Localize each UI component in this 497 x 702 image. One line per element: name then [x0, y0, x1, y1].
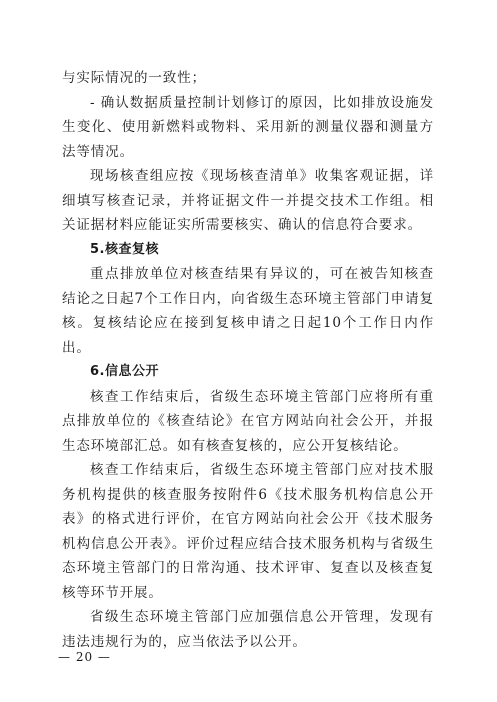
paragraph-disclosure-conclusions: 核查工作结束后，省级生态环境主管部门应将所有重点排放单位的《核查结论》在官方网站向社会公开，并报生态环境部汇总。如有核查复核的，应公开复核结论。 — [62, 388, 434, 454]
section-heading-disclosure: 6.信息公开 — [90, 364, 159, 379]
paragraph-disclosure-evaluation: 核查工作结束后，省级生态环境主管部门应对技术服务机构提供的核查服务按附件6《技术服务机构信息公开表》的格式进行评价，在官方网站向社会公开《技术服务机构信息公开表》。评价过程应结合技术服务机构与省级生态环境主管部门的日常沟通、技术评审、复查以及核查复核等环节开展。 — [62, 462, 434, 601]
paragraph-continuation: 与实际情况的一致性； — [62, 70, 206, 86]
paragraph-bullet-revision-reasons: - 确认数据质量控制计划修订的原因，比如排放设施发生变化、使用新燃料或物料、采用新的测量仪器和测量方法等情况。 — [62, 94, 434, 160]
document-body — [62, 66, 434, 654]
page-number: — 20 — — [58, 650, 111, 664]
paragraph-review-procedure: 重点排放单位对核查结果有异议的，可在被告知核查结论之日起7个工作日内，向省级生态环境主管部门申请复核。复核结论应在接到复核申请之日起10个工作日内作出。 — [62, 266, 434, 356]
section-heading-review: 5.核查复核 — [90, 241, 159, 257]
paragraph-disclosure-management: 省级生态环境主管部门应加强信息公开管理，发现有违法违规行为的，应当依法予以公开。 — [62, 609, 434, 650]
paragraph-onsite-evidence: 现场核查组应按《现场核查清单》收集客观证据，详细填写核查记录，并将证据文件一并提交技术工作组。相关证据材料应能证实所需要核实、确认的信息符合要求。 — [62, 168, 434, 233]
